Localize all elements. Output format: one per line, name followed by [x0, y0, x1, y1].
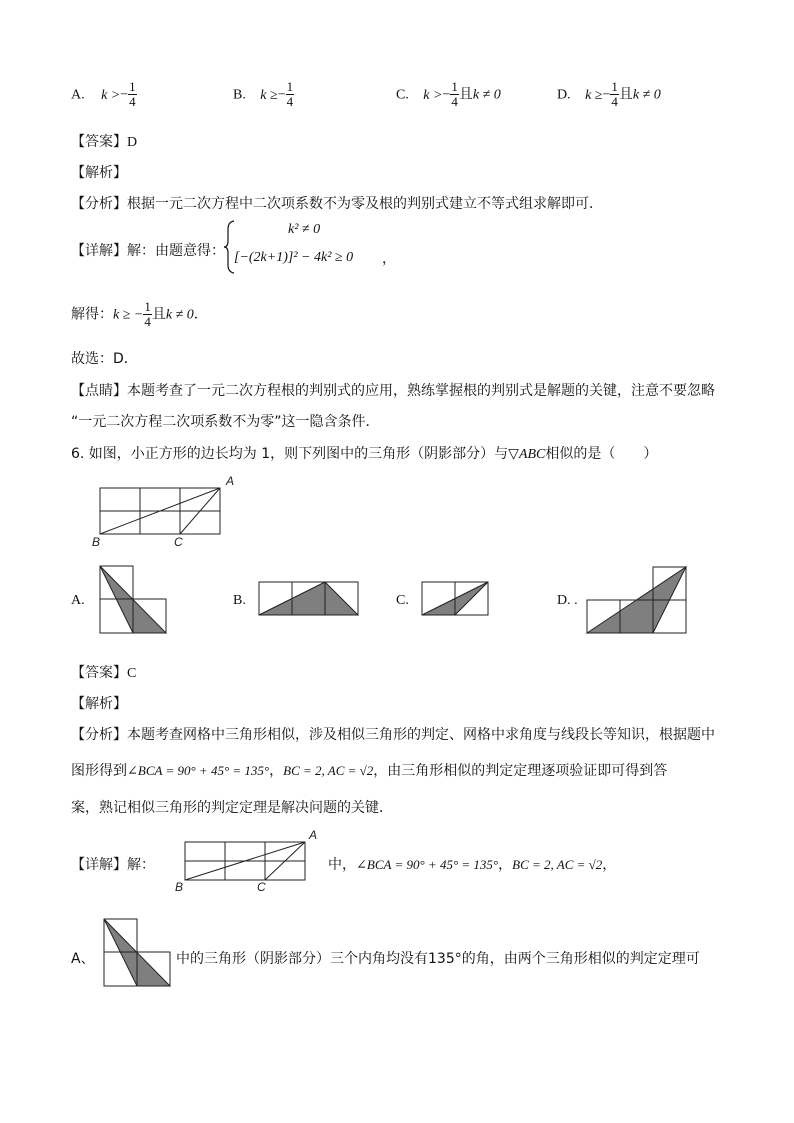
fraction-one-quarter: $\frac{1}{4}$ — [451, 79, 458, 109]
fraction-one-quarter: $\frac{1}{4}$ — [286, 79, 294, 109]
q5-solution: 解得：k ≥ − $\frac{1}{4}$ 且k ≠ 0． — [71, 299, 208, 329]
q6-stem: 6. 如图，小正方形的边长均为 1，则下列图中的三角形（阴影部分）与▽ABC相似的是（ ） — [71, 446, 658, 462]
q6-analysis-2: 图形得到∠BCA = 90° + 45° = 135°，BC = 2, AC = √2，由三角形相似的判定定理逐项验证即可得到答 — [71, 763, 668, 779]
option-c-figure — [421, 581, 493, 621]
option-a-q5: A. k >− $\frac{1}{4}$ — [71, 79, 136, 109]
system-tail: ， — [382, 251, 396, 267]
q6-a-analysis: 中的三角形（阴影部分）三个内角均没有135°的角，由两个三角形相似的判定定理可 — [176, 951, 700, 967]
q6-analysis-3: 案，熟记相似三角形的判定定理是解决问题的关键． — [71, 800, 393, 816]
q5-jiexi-heading: 【解析】 — [71, 165, 127, 181]
label-a: A — [309, 828, 318, 842]
fraction-one-quarter: $\frac{1}{4}$ — [611, 79, 618, 109]
label-b: B — [175, 880, 184, 894]
label-c: C — [174, 535, 183, 549]
q6-answer: 【答案】C — [71, 665, 137, 681]
fraction-one-quarter: $\frac{1}{4}$ — [129, 79, 136, 109]
q5-comment-2: “一元二次方程二次项系数不为零”这一隐含条件． — [71, 414, 380, 430]
q6-analysis-1: 【分析】本题考查网格中三角形相似，涉及相似三角形的判定、网格中求角度与线段长等知识，根据题中 — [71, 727, 715, 743]
option-a-figure — [99, 565, 169, 635]
q5-comment-1: 【点睛】本题考查了一元二次方程根的判别式的应用，熟练掌握根的判别式是解题的关键，注意不要忽略 — [71, 383, 715, 399]
q6-detail-lead: 【详解】解： — [71, 857, 155, 873]
q6-detail-expr: 中，∠BCA = 90° + 45° = 135°，BC = 2, AC = √2， — [328, 857, 617, 873]
q5-analysis: 【分析】根据一元二次方程中二次项系数不为零及根的判别式建立不等式组求解即可． — [71, 196, 603, 212]
option-d-q5: D. k ≥− $\frac{1}{4}$ 且k ≠ 0 — [557, 79, 661, 109]
fraction-one-quarter: $\frac{1}{4}$ — [144, 299, 151, 329]
label-a: A — [226, 474, 235, 488]
option-c-q5: C. k >− $\frac{1}{4}$ 且k ≠ 0 — [396, 79, 501, 109]
option-b-figure — [258, 581, 362, 621]
option-d-figure — [586, 566, 690, 638]
q6-option-b-label: B. — [233, 593, 246, 608]
figure-abc — [90, 474, 250, 549]
q6-option-c-label: C. — [396, 593, 409, 608]
label-c: C — [257, 880, 266, 894]
q5-answer: 【答案】D — [71, 134, 138, 150]
option-b-q5: B. k ≥− $\frac{1}{4}$ — [233, 79, 294, 109]
option-a-figure-detail — [103, 918, 173, 988]
system-line-2: [−(2k+1)]² − 4k² ≥ 0 — [234, 250, 354, 265]
figure-abc-detail — [175, 828, 335, 892]
label-b: B — [92, 535, 101, 549]
q5-detail-lead: 【详解】解：由题意得： — [71, 243, 225, 259]
q6-option-a-label: A. — [71, 593, 85, 608]
q6-a-lead: A、 — [71, 951, 95, 967]
system-line-1: k² ≠ 0 — [288, 222, 321, 237]
q6-jiexi-heading: 【解析】 — [71, 696, 127, 712]
q5-choice: 故选：D． — [71, 351, 138, 367]
q6-option-d-label: D. . — [557, 593, 578, 608]
shaded-triangle — [259, 582, 358, 615]
